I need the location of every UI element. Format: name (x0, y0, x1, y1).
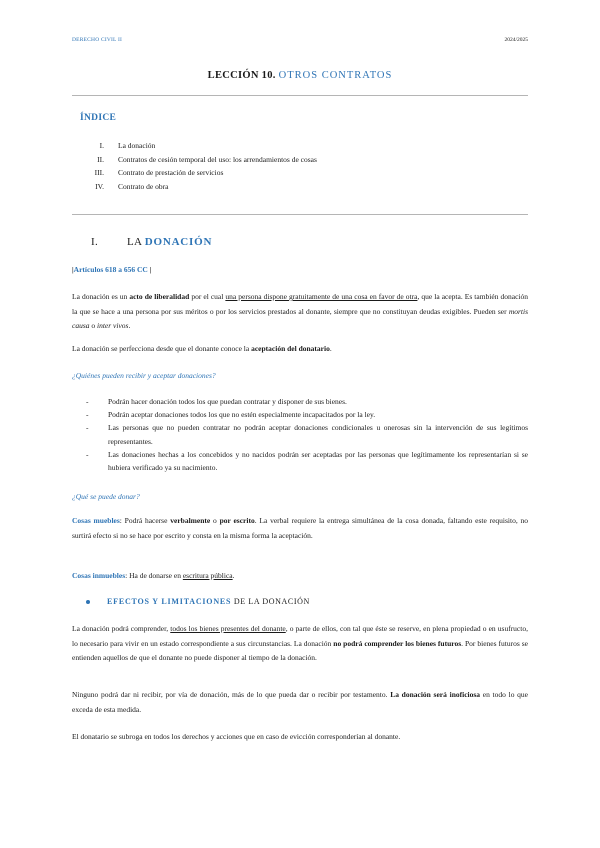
list-item (86, 395, 528, 408)
subsection-title-highlight: EFECTOS Y LIMITACIONES (107, 597, 232, 606)
text: por el cual (189, 292, 226, 301)
text: en todo lo que exceda de esta medida. (72, 690, 528, 714)
index-item-number: III. (94, 168, 104, 177)
bold-text: por escrito (219, 516, 255, 525)
divider (72, 214, 528, 215)
list-item-text: Las donaciones hechas a los concebidos y no nacidos podrán ser aceptadas por las personas que legítimamente los representarían si se hubiera verificado ya su nacimiento. (108, 449, 528, 473)
index-item-number: IV. (95, 181, 104, 191)
lesson-title-highlight: OTROS CONTRATOS (278, 70, 393, 81)
index-item-label: La donación (118, 141, 156, 150)
text: : Podrá hacerse (119, 516, 171, 525)
section-title-highlight: DONACIÓN (144, 236, 213, 248)
bullet-dash: - (86, 423, 89, 433)
articles-text: Artículos 618 a 656 CC (73, 265, 148, 274)
bold-text: aceptación del donatario (251, 344, 330, 353)
bold-text: La donación será inoficiosa (390, 690, 481, 699)
text: , que la acepta. Es también donación la que se hace a una persona por sus méritos o por los servicios prestados al donante, siempre que no constituyan deudas exigibles. Pueden ser (72, 292, 529, 316)
list-item (86, 448, 528, 474)
index-item (72, 155, 317, 169)
list-item (86, 421, 528, 447)
underlined-text: escritura pública (182, 571, 233, 580)
bold-text: verbalmente (170, 516, 211, 525)
bold-text: no podrá comprender los bienes futuros (333, 638, 462, 648)
list-item-text: Podrán hacer donación todos los que puedan contratar y disponer de sus bienes. (108, 397, 347, 406)
lesson-title (0, 70, 600, 81)
index-list (72, 141, 317, 195)
text: . (128, 321, 131, 330)
term-label: Cosas inmuebles (72, 571, 126, 580)
index-item-label: Contrato de obra (118, 181, 169, 191)
bullet-dot-icon (86, 600, 90, 604)
text: Ninguno podrá dar ni recibir, por vía de donación, más de lo que pueda dar o recibir por testamento. (72, 690, 391, 699)
articles-open-bar: | (72, 265, 74, 274)
list-item (86, 408, 528, 421)
index-item-label: Contratos de cesión temporal del uso: los arrendamientos de cosas (118, 154, 317, 164)
paragraph-inoficiosa (72, 688, 528, 717)
bullet-dash: - (86, 397, 89, 406)
underlined-text: una persona dispone gratuitamente de una cosa en favor de otra (225, 292, 418, 301)
text: . (232, 571, 235, 580)
bullet-dash: - (86, 410, 89, 420)
subsection-heading (86, 597, 310, 606)
paragraph-muebles (72, 514, 528, 543)
term-label: Cosas muebles (72, 516, 120, 525)
header-course: DERECHO CIVIL II (72, 37, 123, 43)
text: . La verbal requiere la entrega simultánea de la cosa donada, faltando este requisito, no surtirá efecto si no se hace por escrito y consta en la misma forma la aceptación. (72, 516, 528, 540)
underlined-text: todos los bienes presentes del donante (170, 624, 286, 633)
text: La donación es un (72, 292, 130, 301)
index-item-number: II. (97, 154, 104, 164)
paragraph-eviction: El donatario se subroga en todos los derechos y acciones que en caso de evicción corresponderían al donante. (72, 732, 401, 741)
section-heading (72, 236, 212, 248)
italic-text: inter vivos (97, 321, 129, 330)
lesson-title-prefix: LECCIÓN 10. (207, 70, 276, 81)
question-heading: ¿Qué se puede donar? (72, 492, 140, 501)
subsection-title-rest: DE LA DONACIÓN (231, 597, 310, 606)
paragraph-effects (72, 622, 528, 666)
header-year: 2024/2025 (504, 37, 528, 43)
index-item-number: I. (99, 141, 104, 150)
text: , o parte de ellos, con tal que éste se reserve, en plena propiedad o en usufructo, lo necesario para vivir en un estado correspondiente a sus circunstancias. La donación (72, 624, 528, 648)
index-item (72, 141, 317, 155)
text: . (329, 344, 332, 353)
index-title: ÍNDICE (80, 113, 117, 123)
index-item-label: Contrato de prestación de servicios (118, 168, 224, 177)
paragraph-perfection (72, 342, 528, 357)
list-item-text: Podrán aceptar donaciones todos los que no estén especialmente incapacitados por la ley. (108, 410, 376, 420)
articles-close-bar: | (149, 265, 152, 274)
text: : Ha de donarse en (125, 571, 183, 580)
text: o (89, 321, 97, 330)
text: La donación podrá comprender, (72, 624, 171, 633)
italic-text: mortis causa (72, 306, 528, 330)
text: o (210, 516, 220, 525)
paragraph-inmuebles (72, 569, 528, 584)
bullet-list (86, 395, 528, 474)
index-item (72, 182, 317, 196)
divider (72, 95, 528, 96)
bold-text: acto de liberalidad (129, 292, 190, 301)
question-heading: ¿Quiénes pueden recibir y aceptar donaciones? (72, 371, 216, 380)
index-item (72, 168, 317, 182)
bullet-dash: - (86, 449, 89, 459)
articles-reference (72, 263, 528, 278)
text: La donación se perfecciona desde que el donante conoce la (72, 344, 252, 353)
section-title-prefix: LA (127, 236, 142, 248)
paragraph-definition (72, 290, 528, 334)
list-item-text: Las personas que no pueden contratar no podrán aceptar donaciones condicionales u onerosas sin la intervención de sus legítimos representantes. (108, 423, 528, 446)
section-number: I. (91, 236, 99, 248)
text: . Por bienes futuros se entienden aquellos de que el donante no puede disponer al tiempo de la donación. (72, 638, 528, 662)
